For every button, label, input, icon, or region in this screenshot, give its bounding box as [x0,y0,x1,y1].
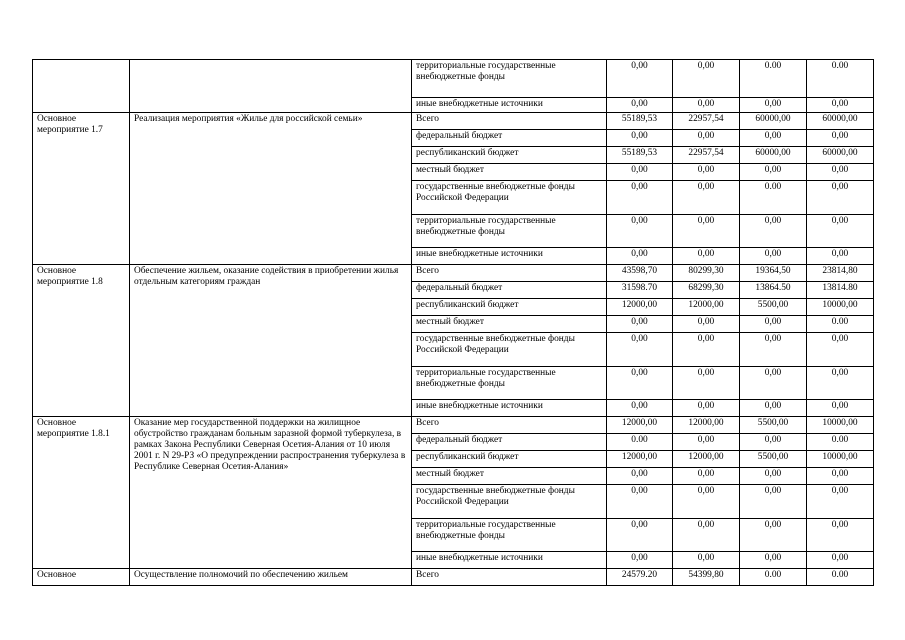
amount-cell: 0,00 [607,248,673,265]
amount-cell: 0,00 [673,367,740,400]
funding-source-cell: государственные внебюджетные фонды Российской Федерации [412,485,607,519]
amount-cell: 22957,54 [673,113,740,130]
amount-cell: 0,00 [807,130,874,147]
amount-cell: 10000,00 [807,299,874,316]
amount-cell: 5500,00 [740,417,807,434]
amount-cell: 0,00 [673,130,740,147]
table-row [33,569,874,586]
amount-cell: 0,00 [807,333,874,367]
amount-cell: 0,00 [807,98,874,113]
amount-cell: 0,00 [807,181,874,215]
amount-cell: 0,00 [607,98,673,113]
funding-source-cell: местный бюджет [412,468,607,485]
amount-cell: 0,00 [807,552,874,569]
amount-cell: 0,00 [740,468,807,485]
amount-cell: 12000,00 [607,451,673,468]
amount-cell: 0,00 [673,248,740,265]
amount-cell: 0,00 [673,434,740,451]
amount-cell: 0,00 [607,519,673,552]
amount-cell: 0,00 [740,98,807,113]
amount-cell: 0,00 [673,60,740,98]
amount-cell: 0.00 [807,569,874,586]
amount-cell: 0,00 [607,485,673,519]
amount-cell: 13864.50 [740,282,807,299]
funding-source-cell: территориальные государственные внебюджетные фонды [412,215,607,248]
amount-cell: 12000,00 [673,299,740,316]
budget-table [32,59,874,586]
amount-cell: 0,00 [740,215,807,248]
funding-source-cell: иные внебюджетные источники [412,400,607,417]
amount-cell: 12000,00 [607,417,673,434]
amount-cell: 0,00 [807,215,874,248]
amount-cell: 0,00 [740,248,807,265]
funding-source-cell: республиканский бюджет [412,299,607,316]
funding-source-cell: республиканский бюджет [412,147,607,164]
funding-source-cell: государственные внебюджетные фонды Российской Федерации [412,333,607,367]
amount-cell: 12000,00 [607,299,673,316]
amount-cell: 19364,50 [740,265,807,282]
amount-cell: 0,00 [673,215,740,248]
amount-cell: 0,00 [740,130,807,147]
amount-cell: 0,00 [740,434,807,451]
funding-source-cell: федеральный бюджет [412,434,607,451]
amount-cell: 0,00 [740,164,807,181]
amount-cell: 10000,00 [807,417,874,434]
amount-cell: 0,00 [673,333,740,367]
amount-cell: 0,00 [740,519,807,552]
amount-cell: 0,00 [673,400,740,417]
amount-cell: 0.00 [740,181,807,215]
funding-source-cell: иные внебюджетные источники [412,552,607,569]
measure-id-cell: Основное мероприятие 1.7 [33,113,130,265]
amount-cell: 0,00 [807,485,874,519]
amount-cell: 0,00 [607,60,673,98]
amount-cell: 0,00 [740,485,807,519]
amount-cell: 0,00 [673,164,740,181]
table-row [33,60,874,98]
amount-cell: 0,00 [607,468,673,485]
amount-cell: 0.00 [807,60,874,98]
amount-cell: 60000,00 [807,147,874,164]
amount-cell: 0,00 [673,468,740,485]
measure-title-cell [130,60,412,113]
amount-cell: 0,00 [607,215,673,248]
amount-cell: 0,00 [607,164,673,181]
funding-source-cell: государственные внебюджетные фонды Российской Федерации [412,181,607,215]
amount-cell: 31598.70 [607,282,673,299]
funding-source-cell: Всего [412,265,607,282]
table-row [33,417,874,434]
amount-cell: 10000,00 [807,451,874,468]
amount-cell: 0,00 [673,519,740,552]
amount-cell: 55189,53 [607,113,673,130]
table-row [33,265,874,282]
funding-source-cell: местный бюджет [412,164,607,181]
amount-cell: 0,00 [807,367,874,400]
amount-cell: 0,00 [673,181,740,215]
amount-cell: 0.00 [807,434,874,451]
amount-cell: 0,00 [607,400,673,417]
funding-source-cell: местный бюджет [412,316,607,333]
funding-source-cell: территориальные государственные внебюджетные фонды [412,60,607,98]
funding-source-cell: территориальные государственные внебюджетные фонды [412,367,607,400]
amount-cell: 0,00 [740,333,807,367]
amount-cell: 0,00 [673,485,740,519]
measure-id-cell: Основное мероприятие 1.8.1 [33,417,130,569]
measure-id-cell: Основное мероприятие 1.8 [33,265,130,417]
table-row [33,113,874,130]
funding-source-cell: республиканский бюджет [412,451,607,468]
measure-id-cell [33,60,130,113]
amount-cell: 0,00 [607,367,673,400]
amount-cell: 0,00 [607,316,673,333]
amount-cell: 0,00 [740,552,807,569]
amount-cell: 0,00 [607,552,673,569]
funding-source-cell: Всего [412,113,607,130]
amount-cell: 0,00 [607,130,673,147]
amount-cell: 54399,80 [673,569,740,586]
funding-source-cell: иные внебюджетные источники [412,98,607,113]
amount-cell: 13814.80 [807,282,874,299]
amount-cell: 0.00 [607,434,673,451]
amount-cell: 0,00 [807,248,874,265]
measure-title-cell: Осуществление полномочий по обеспечению жильем [130,569,412,586]
amount-cell: 0,00 [673,316,740,333]
amount-cell: 24579.20 [607,569,673,586]
amount-cell: 12000,00 [673,417,740,434]
funding-source-cell: Всего [412,417,607,434]
amount-cell: 12000,00 [673,451,740,468]
amount-cell: 0,00 [740,400,807,417]
amount-cell: 60000,00 [740,147,807,164]
amount-cell: 0,00 [807,400,874,417]
funding-source-cell: территориальные государственные внебюджетные фонды [412,519,607,552]
amount-cell: 5500,00 [740,451,807,468]
amount-cell: 22957,54 [673,147,740,164]
amount-cell: 60000,00 [807,113,874,130]
funding-source-cell: федеральный бюджет [412,130,607,147]
amount-cell: 5500,00 [740,299,807,316]
amount-cell: 68299,30 [673,282,740,299]
amount-cell: 0,00 [807,164,874,181]
measure-title-cell: Оказание мер государственной поддержки на жилищное обустройство гражданам больным заразной формой туберкулеза, в рамках Закона Республики Северная Осетия-Алания от 10 июля 2001 г. N 29-РЗ «О предупреждении распространения туберкулеза в Республике Северная Осетия-Алания» [130,417,412,569]
amount-cell: 0,00 [740,367,807,400]
funding-source-cell: иные внебюджетные источники [412,248,607,265]
amount-cell: 0,00 [607,333,673,367]
amount-cell: 0,00 [807,468,874,485]
amount-cell: 0,00 [673,98,740,113]
amount-cell: 0,00 [740,316,807,333]
amount-cell: 0,00 [607,181,673,215]
funding-source-cell: Всего [412,569,607,586]
measure-title-cell: Обеспечение жильем, оказание содействия в приобретении жилья отдельным категориям граждан [130,265,412,417]
amount-cell: 60000,00 [740,113,807,130]
amount-cell: 23814,80 [807,265,874,282]
amount-cell: 80299,30 [673,265,740,282]
amount-cell: 0.00 [740,569,807,586]
measure-id-cell: Основное [33,569,130,586]
amount-cell: 0,00 [673,552,740,569]
amount-cell: 55189,53 [607,147,673,164]
budget-table-body [33,60,874,586]
amount-cell: 0.00 [807,316,874,333]
measure-title-cell: Реализация мероприятия «Жилье для российской семьи» [130,113,412,265]
funding-source-cell: федеральный бюджет [412,282,607,299]
amount-cell: 0,00 [807,519,874,552]
amount-cell: 43598,70 [607,265,673,282]
amount-cell: 0.00 [740,60,807,98]
